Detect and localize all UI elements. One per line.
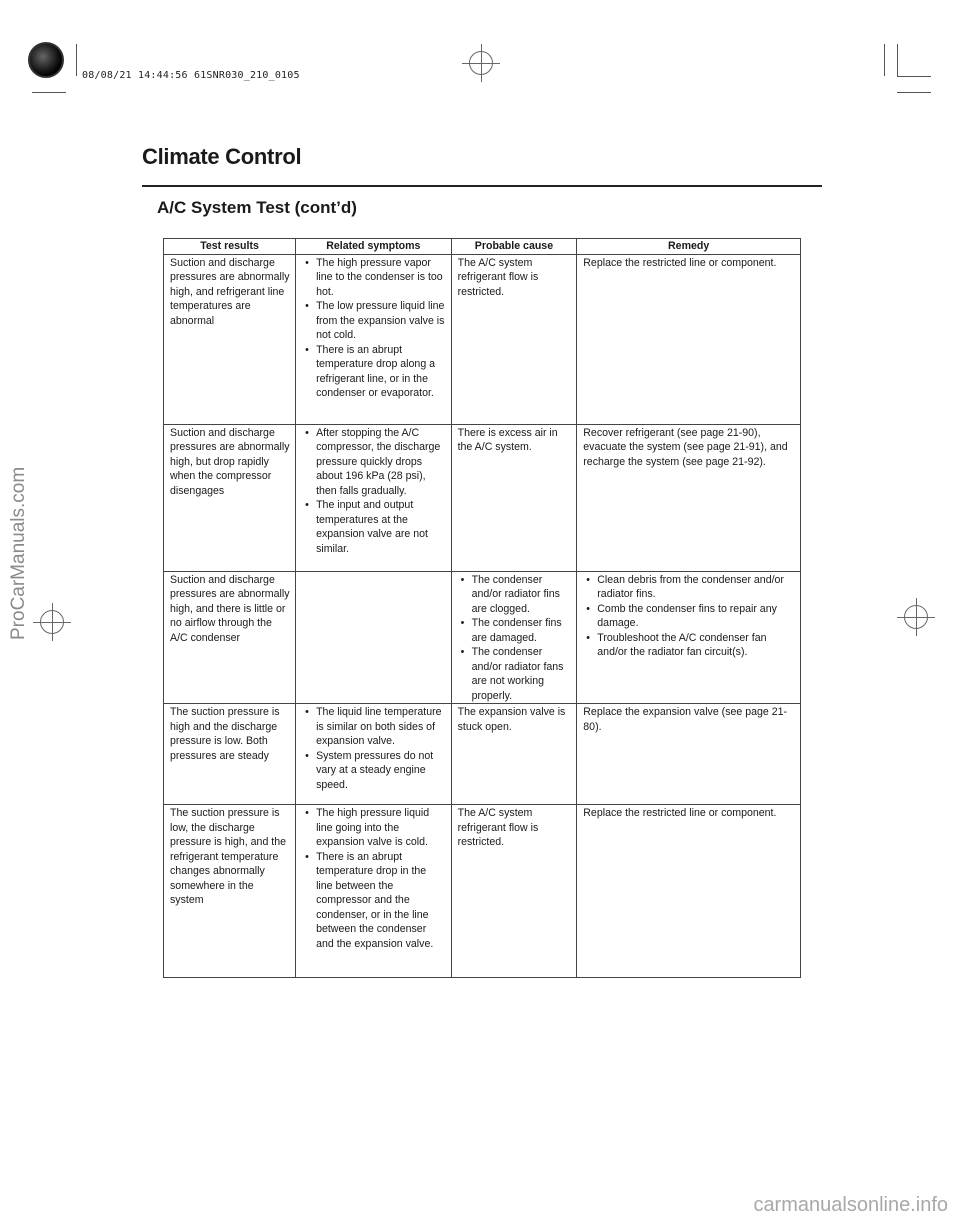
crop-mark — [897, 76, 931, 77]
cause-cell: There is excess air in the A/C system. — [451, 424, 577, 571]
remedy-cell: Replace the restricted line or component. — [577, 254, 801, 424]
remedy-item: • Clean debris from the condenser and/or radiator fins. — [583, 573, 795, 602]
test-result-cell: The suction pressure is low, the discharge pressure is high, and the refrigerant temperature changes abnormally somewhere in the system — [164, 805, 296, 978]
symptoms-cell — [296, 424, 452, 571]
test-result-cell: Suction and discharge pressures are abnormally high, and there is little or no airflow through the A/C condenser — [164, 571, 296, 704]
symptom-item: • After stopping the A/C compressor, the discharge pressure quickly drops about 196 kPa (28 psi), then falls gradually. — [302, 426, 446, 499]
cause-cell: The expansion valve is stuck open. — [451, 704, 577, 805]
footer-watermark: carmanualsonline.info — [753, 1194, 948, 1216]
test-result-cell: The suction pressure is high and the discharge pressure is low. Both pressures are steady — [164, 704, 296, 805]
crop-mark — [76, 44, 77, 76]
remedies-cell — [577, 571, 801, 704]
crop-mark — [32, 92, 66, 93]
symptom-item: • The high pressure liquid line going into the expansion valve is cold. — [302, 806, 446, 850]
test-result-cell: Suction and discharge pressures are abnormally high, but drop rapidly when the compressor disengages — [164, 424, 296, 571]
remedy-cell: Recover refrigerant (see page 21-90), evacuate the system (see page 21-91), and recharge the system (see page 21-92). — [577, 424, 801, 571]
table-header-row — [164, 239, 801, 255]
registration-crosshair-icon — [469, 51, 493, 75]
symptom-item: • There is an abrupt temperature drop along a refrigerant line, or in the condenser or evaporator. — [302, 343, 446, 401]
column-header-test-results: Test results — [164, 239, 296, 255]
table-row — [164, 571, 801, 704]
symptoms-cell — [296, 571, 452, 704]
registration-crosshair-icon — [40, 610, 64, 634]
page-title: Climate Control — [142, 144, 302, 169]
section-title: A/C System Test (cont’d) — [157, 198, 357, 217]
symptoms-cell — [296, 805, 452, 978]
symptom-item: • The low pressure liquid line from the expansion valve is not cold. — [302, 299, 446, 343]
cause-item: • The condenser fins are damaged. — [458, 616, 572, 645]
symptom-item: • The high pressure vapor line to the condenser is too hot. — [302, 256, 446, 300]
test-result-cell: Suction and discharge pressures are abnormally high, and refrigerant line temperatures are abnormal — [164, 254, 296, 424]
remedy-item: • Troubleshoot the A/C condenser fan and/or the radiator fan circuit(s). — [583, 631, 795, 660]
print-stamp: 08/08/21 14:44:56 61SNR030_210_0105 — [82, 70, 300, 81]
symptoms-cell — [296, 254, 452, 424]
symptoms-cell — [296, 704, 452, 805]
column-header-related-symptoms: Related symptoms — [296, 239, 452, 255]
crop-mark — [897, 44, 898, 76]
registration-crosshair-icon — [904, 605, 928, 629]
cause-cell: The A/C system refrigerant flow is restricted. — [451, 254, 577, 424]
cause-item: • The condenser and/or radiator fins are clogged. — [458, 573, 572, 617]
column-header-probable-cause: Probable cause — [451, 239, 577, 255]
table-row — [164, 805, 801, 978]
remedy-cell: Replace the expansion valve (see page 21-80). — [577, 704, 801, 805]
remedy-cell: Replace the restricted line or component. — [577, 805, 801, 978]
table-row — [164, 254, 801, 424]
symptom-item: • The liquid line temperature is similar on both sides of expansion valve. — [302, 705, 446, 749]
crop-mark — [884, 44, 885, 76]
ac-test-table — [163, 238, 801, 978]
table-row — [164, 424, 801, 571]
causes-cell — [451, 571, 577, 704]
cause-cell: The A/C system refrigerant flow is restricted. — [451, 805, 577, 978]
registration-dot-icon — [28, 42, 64, 78]
symptom-item: • The input and output temperatures at the expansion valve are not similar. — [302, 498, 446, 556]
symptom-item: • There is an abrupt temperature drop in the line between the compressor and the condenser, or in the line between the condenser and the expansion valve. — [302, 850, 446, 952]
crop-mark — [897, 92, 931, 93]
cause-item: • The condenser and/or radiator fans are not working properly. — [458, 645, 572, 703]
title-rule — [142, 185, 822, 187]
remedy-item: • Comb the condenser fins to repair any damage. — [583, 602, 795, 631]
table-row — [164, 704, 801, 805]
column-header-remedy: Remedy — [577, 239, 801, 255]
side-watermark: ProCarManuals.com — [8, 466, 29, 640]
symptom-item: • System pressures do not vary at a steady engine speed. — [302, 749, 446, 793]
